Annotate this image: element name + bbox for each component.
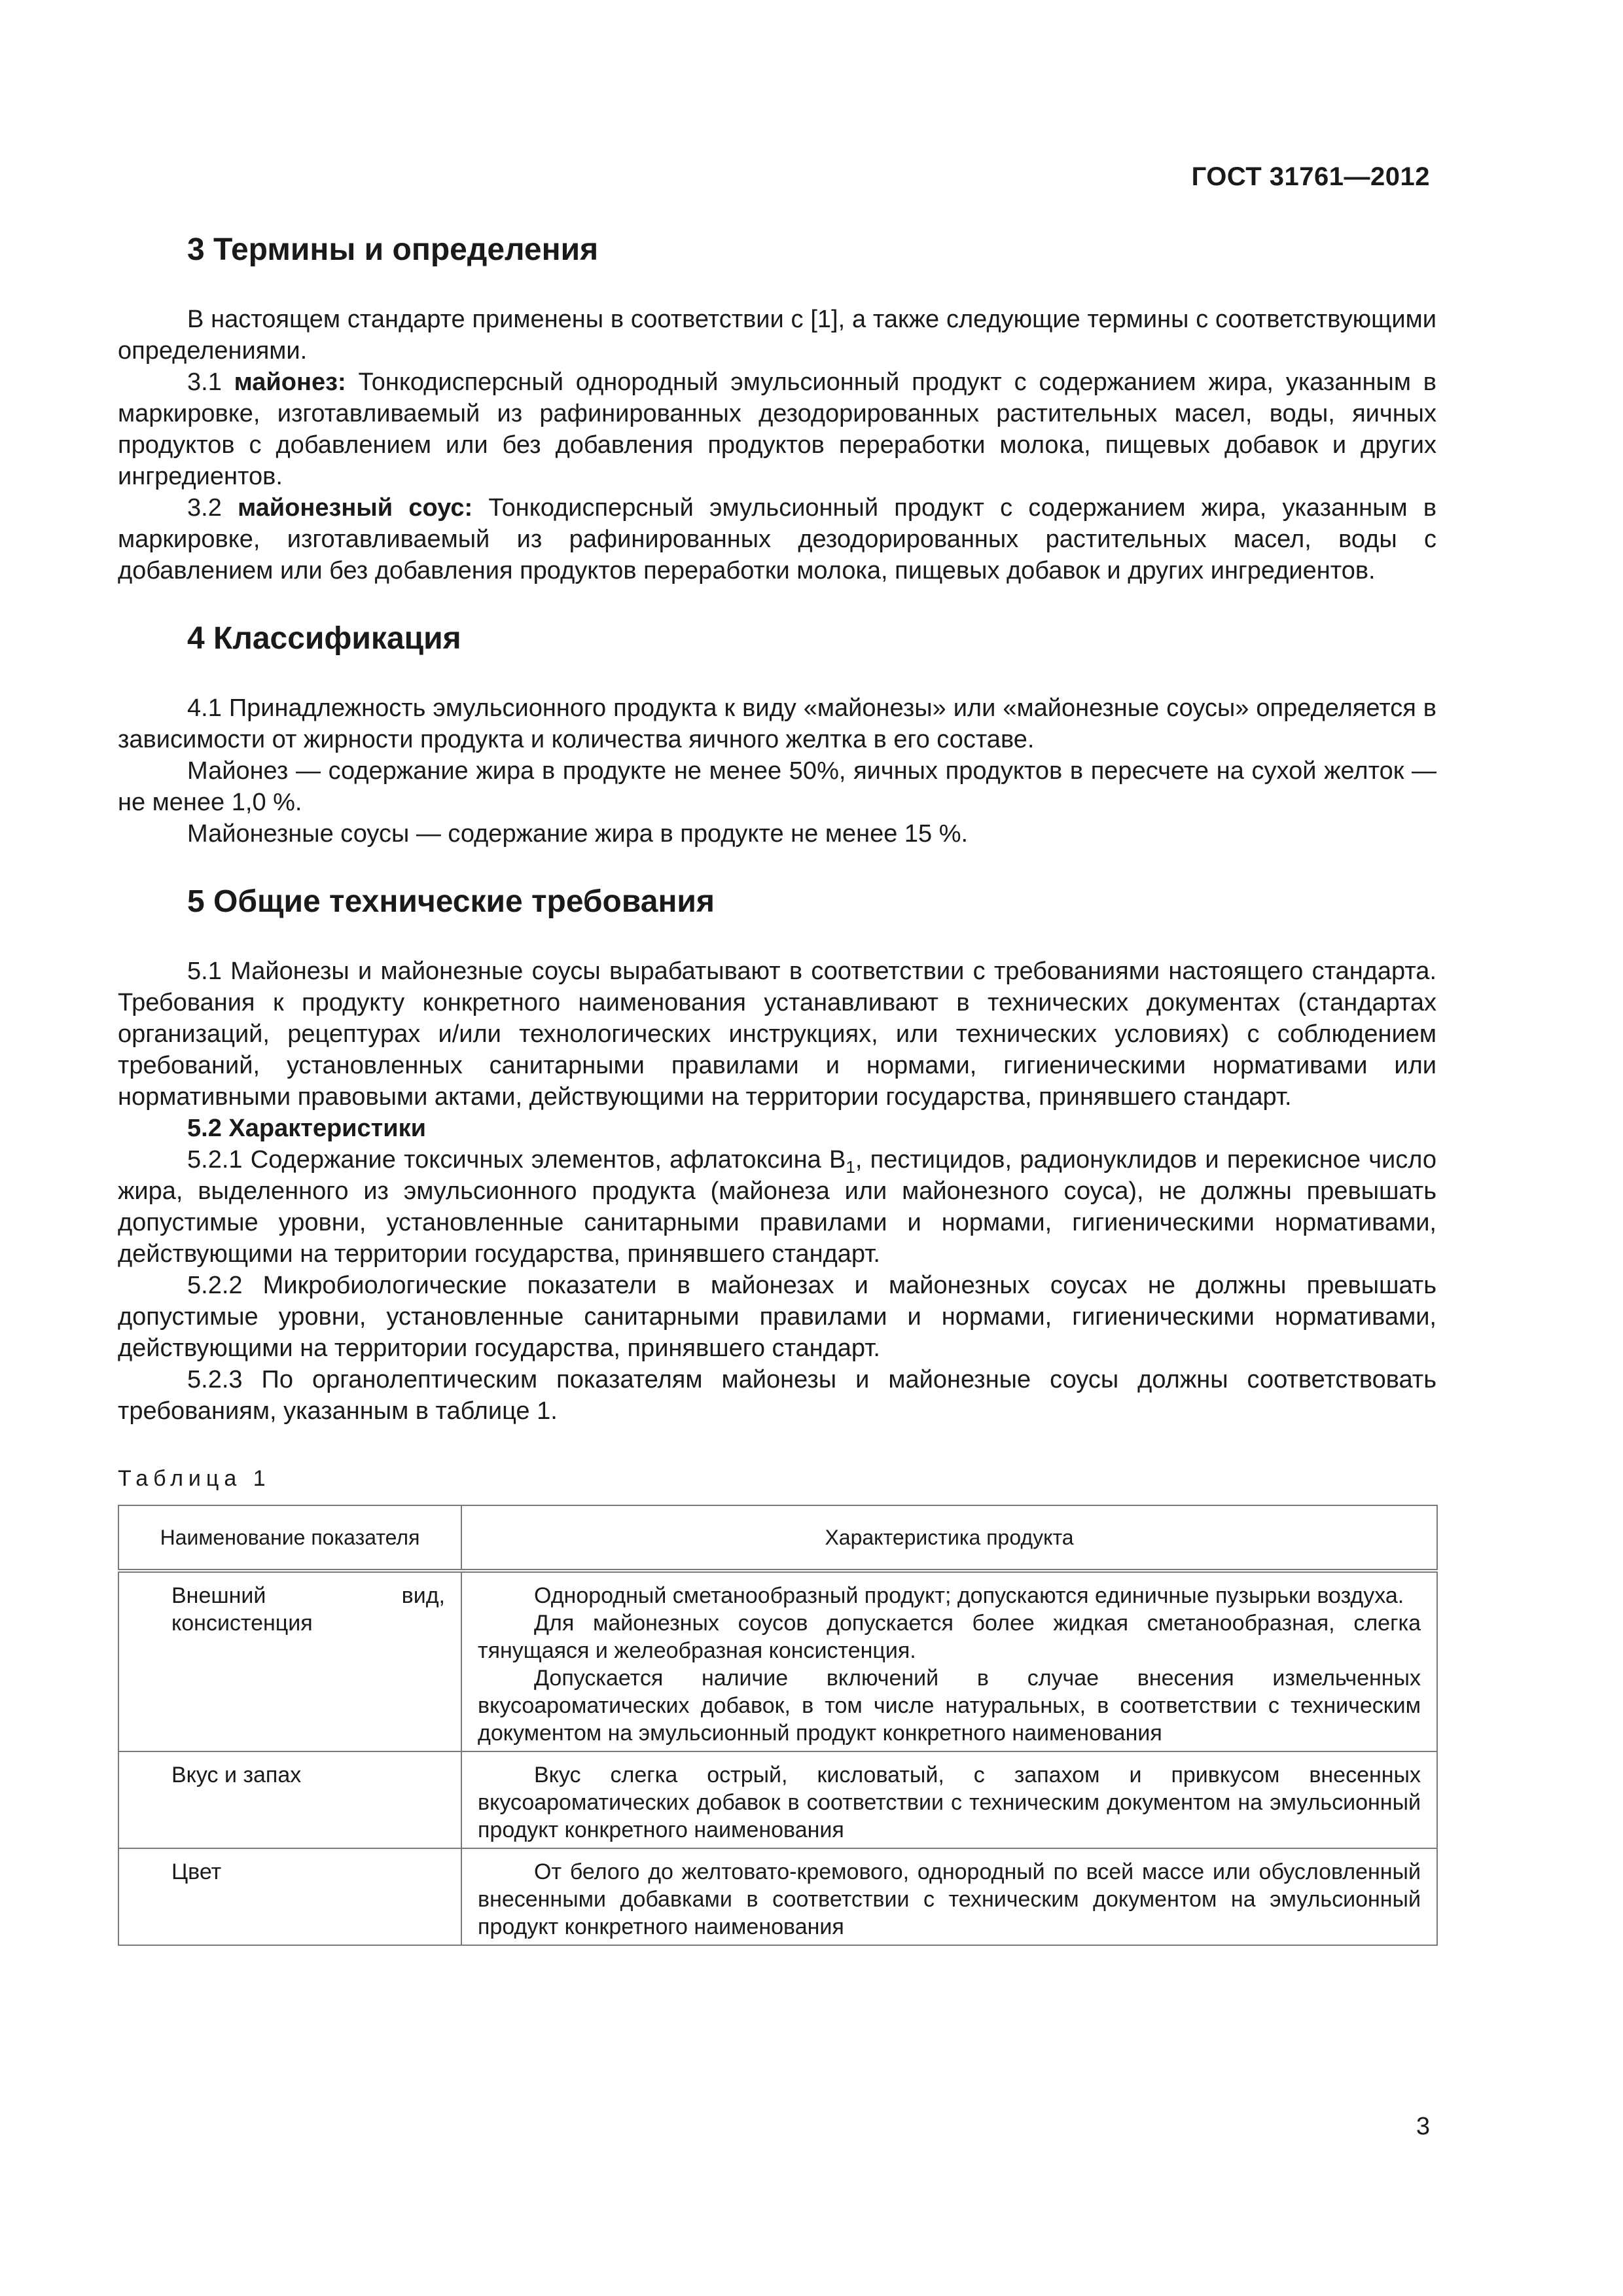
table-row [118, 1571, 1437, 1751]
clause-5-2-1-start: 5.2.1 Содержание токсичных элементов, афлатоксина В [187, 1146, 846, 1174]
clause-5-1: 5.1 Майонезы и майонезные соусы вырабатывают в соответствии с требованиями настоящего стандарта. Требования к продукту конкретного наименования устанавливают в технических документах (стандартах организаций, рецептурах и/или технологических инструкциях, или технических условиях) с соблюдением требований, установленных санитарными правилами и нормами, гигиеническими нормативами или нормативными правовыми актами, действующими на территории государства, принявшего стандарт. [118, 958, 1436, 1111]
clause-5-2-1-end: , пестицидов, радионуклидов и перекисное число жира, выделенного из эмульсионного продукта (майонеза или майонезного соуса), не должны превышать допустимые уровни, установленные санитарными правилами и нормами, гигиеническими нормативами, действующими на территории государства, принявшего стандарт. [118, 1146, 1436, 1268]
table-cell-characteristic [461, 1751, 1437, 1848]
clause-5-2-3: 5.2.3 По органолептическим показателям майонезы и майонезные соусы должны соответствовать требованиям, указанным в таблице 1. [118, 1366, 1436, 1425]
subscript-1: 1 [846, 1157, 855, 1177]
clause-4-1-sauces: Майонезные соусы — содержание жира в продукте не менее 15 %. [187, 820, 969, 848]
table-cell-indicator: Внешний вид, консистенция [118, 1571, 461, 1751]
section-3-intro: В настоящем стандарте применены в соответствии с [1], а также следующие термины с соответствующими определениями. [118, 306, 1436, 365]
characteristic-line: Однородный сметанообразный продукт; допускаются единичные пузырьки воздуха. [534, 1583, 1404, 1608]
section-4-title: 4 Классификация [187, 621, 461, 656]
section-3-title: 3 Термины и определения [187, 232, 599, 267]
clause-5-2-1 [118, 1144, 1436, 1270]
term-3-1-name: майонез: [234, 368, 346, 396]
term-3-2-number: 3.2 [187, 494, 222, 522]
table-cell-characteristic [461, 1571, 1437, 1751]
term-3-1-number: 3.1 [187, 368, 222, 396]
page-content [118, 229, 1436, 1946]
term-3-1 [118, 367, 1436, 492]
standard-number: ГОСТ 31761—2012 [1191, 162, 1430, 191]
clause-5-2-2: 5.2.2 Микробиологические показатели в майонезах и майонезных соусах не должны превышать допустимые уровни, установленные санитарными правилами и нормами, гигиеническими нормативами, действующими на территории государства, принявшего стандарт. [118, 1272, 1436, 1362]
table-row [118, 1848, 1437, 1945]
table-cell-indicator: Цвет [118, 1848, 461, 1945]
table-header-row [118, 1505, 1437, 1571]
characteristic-line: Вкус слегка острый, кисловатый, с запахом и привкусом внесенных вкусоароматических добавок в соответствии с техническим документом на эмульсионный продукт конкретного наименования [478, 1763, 1421, 1842]
characteristic-line: От белого до желтовато-кремового, однородный по всей массе или обусловленный внесенными добавками в соответствии с техническим документом на эмульсионный продукт конкретного наименования [478, 1859, 1421, 1939]
table-cell-indicator: Вкус и запах [118, 1751, 461, 1848]
table-cell-characteristic [461, 1848, 1437, 1945]
term-3-2 [118, 492, 1436, 586]
term-3-1-definition: Тонкодисперсный однородный эмульсионный продукт с содержанием жира, указанным в маркировке, изготавливаемый из рафинированных дезодорированных растительных масел, воды, яичных продуктов с добавлением или без добавления продуктов переработки молока, пищевых добавок и других ингредиентов. [118, 368, 1436, 490]
table-caption: Таблица 1 [118, 1466, 271, 1491]
section-5-title: 5 Общие технические требования [187, 884, 715, 919]
page-number: 3 [1416, 2113, 1430, 2140]
clause-4-1-mayonnaise: Майонез — содержание жира в продукте не менее 50%, яичных продуктов в пересчете на сухой желток — не менее 1,0 %. [118, 757, 1436, 816]
term-3-2-name: майонезный соус: [238, 494, 473, 522]
subsection-5-2-title: 5.2 Характеристики [187, 1115, 427, 1142]
table-row [118, 1751, 1437, 1848]
table-1 [118, 1505, 1438, 1946]
clause-4-1: 4.1 Принадлежность эмульсионного продукта к виду «майонезы» или «майонезные соусы» определяется в зависимости от жирности продукта и количества яичного желтка в его составе. [118, 694, 1436, 753]
term-3-2-definition: Тонкодисперсный эмульсионный продукт с содержанием жира, указанным в маркировке, изготавливаемый из рафинированных дезодорированных растительных масел, воды с добавлением или без добавления продуктов переработки молока, пищевых добавок и других ингредиентов. [118, 494, 1437, 584]
characteristic-line: Для майонезных соусов допускается более жидкая сметанообразная, слегка тянущаяся и желеобразная консистенция. [478, 1611, 1421, 1663]
table-header-characteristic: Характеристика продукта [461, 1505, 1437, 1571]
table-header-indicator: Наименование показателя [118, 1505, 461, 1571]
characteristic-line: Допускается наличие включений в случае внесения измельченных вкусоароматических добавок, в том числе натуральных, в соответствии с техническим документом на эмульсионный продукт конкретного наименования [478, 1666, 1421, 1746]
